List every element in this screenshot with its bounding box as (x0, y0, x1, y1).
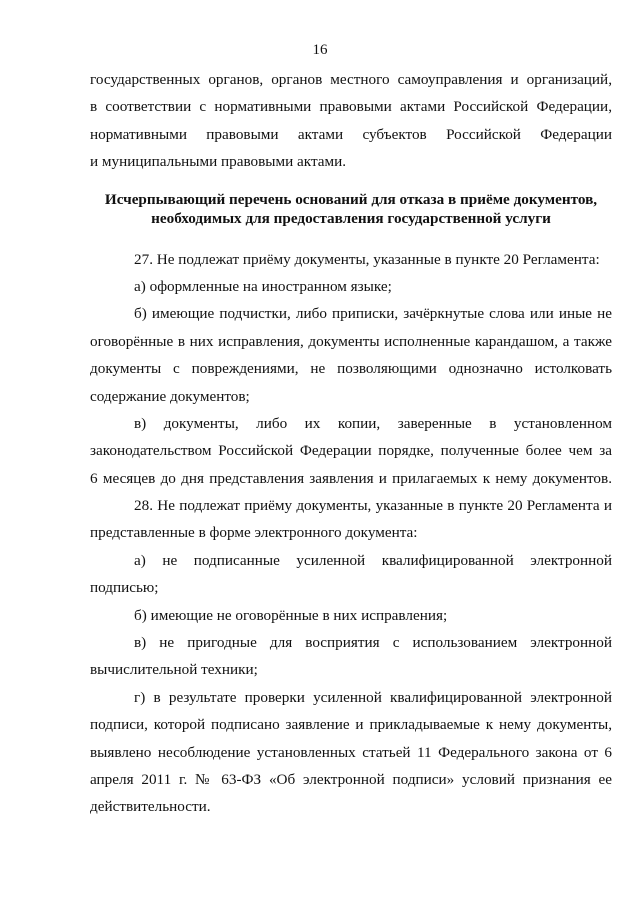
text-line: нормативными правовыми актами субъектов Российской Федерации (90, 125, 612, 143)
text-line: подписи, которой подписано заявление и прикладываемые к нему документы, (90, 716, 612, 734)
text-line: оговорённые в них исправления, документы исполненные карандашом, а также (90, 332, 612, 350)
text-line: апреля 2011 г. № 63-ФЗ «Об электронной подписи» условий признания ее (90, 770, 612, 788)
text-line: г) в результате проверки усиленной квалифицированной электронной (134, 688, 612, 706)
text-line: законодательством Российской Федерации порядке, полученные более чем за (90, 442, 612, 460)
text-line: 28. Не подлежат приёму документы, указанные в пункте 20 Регламента и (134, 497, 612, 515)
text-line: 6 месяцев до дня представления заявления и прилагаемых к нему документов. (90, 469, 612, 487)
heading-line: Исчерпывающий перечень оснований для отказа в приёме документов, (104, 190, 598, 208)
item-28 (90, 492, 612, 821)
text-line: действительности. (90, 798, 211, 816)
text-line: подписью; (90, 579, 159, 597)
text-line: в) документы, либо их копии, заверенные в установленном (134, 414, 612, 432)
item-27 (90, 246, 612, 493)
text-line: содержание документов; (90, 387, 250, 405)
item-27-intro: 27. Не подлежат приёму документы, указанные в пункте 20 Регламента: (134, 250, 600, 268)
text-line: и муниципальными правовыми актами. (90, 153, 347, 171)
text-line: б) имеющие подчистки, либо приписки, зачёркнутые слова или иные не (134, 305, 612, 323)
document-body (90, 66, 612, 821)
text-line: вычислительной техники; (90, 661, 258, 679)
continuation-paragraph (90, 66, 612, 176)
text-line: представленные в форме электронного документа: (90, 524, 418, 542)
text-line: выявлено несоблюдение установленных статьей 11 Федерального закона от 6 (90, 743, 612, 761)
heading-line: необходимых для предоставления государственной услуги (151, 209, 551, 227)
text-line: в соответствии с нормативными правовыми актами Российской Федерации, (90, 98, 612, 116)
text-line: документы с повреждениями, не позволяющими однозначно истолковать (90, 360, 612, 378)
text-line: в) не пригодные для восприятия с использованием электронной (134, 634, 612, 652)
text-line: государственных органов, органов местного самоуправления и организаций, (90, 71, 612, 88)
item-28-b: б) имеющие не оговорённые в них исправления; (134, 606, 448, 624)
page-number: 16 (312, 42, 328, 58)
item-27-a: а) оформленные на иностранном языке; (134, 277, 392, 295)
section-heading (90, 190, 612, 228)
text-line: а) не подписанные усиленной квалифицированной электронной (134, 551, 612, 569)
